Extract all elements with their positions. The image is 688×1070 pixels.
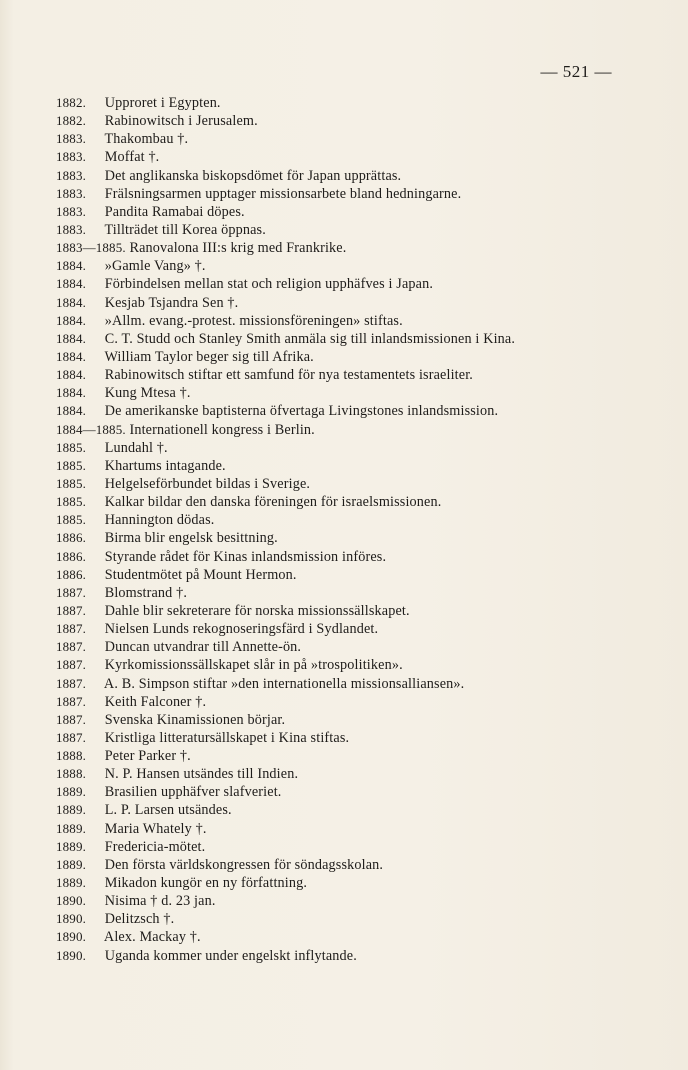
entry-text: Rabinowitsch stiftar ett samfund för nya testamentets israeliter. xyxy=(104,367,473,384)
entry-year: 1884. xyxy=(56,276,86,292)
entry-year: 1886. xyxy=(56,530,86,546)
entry-text: Förbindelsen mellan stat och religion upphäfves i Japan. xyxy=(104,276,434,293)
chronology-entry xyxy=(56,910,656,928)
chronology-entry xyxy=(56,675,656,693)
entry-year: 1887. xyxy=(56,657,86,673)
entry-text: Thakombau †. xyxy=(104,131,189,148)
entry-year: 1890. xyxy=(56,893,86,909)
entry-year: 1887. xyxy=(56,693,86,709)
entry-year: 1889. xyxy=(56,856,86,872)
entry-text: Duncan utvandrar till Annette-ön. xyxy=(104,639,302,656)
chronology-entry xyxy=(56,620,656,638)
entry-year: 1889. xyxy=(56,838,86,854)
chronology-entry xyxy=(56,638,656,656)
entry-year: 1887. xyxy=(56,639,86,655)
entry-year: 1883. xyxy=(56,221,86,237)
chronology-entry xyxy=(56,185,656,203)
chronology-entry xyxy=(56,112,656,130)
entry-text: Dahle blir sekreterare för norska missionssällskapet. xyxy=(104,602,410,619)
entry-text: »Gamle Vang» †. xyxy=(104,258,206,275)
entry-year: 1890. xyxy=(56,947,86,963)
entry-year: 1887. xyxy=(56,675,86,691)
entry-year: 1883. xyxy=(56,203,86,219)
chronology-entry xyxy=(56,874,656,892)
entry-year: 1884. xyxy=(56,403,86,419)
chronology-entry xyxy=(56,584,656,602)
chronology-entry xyxy=(56,348,656,366)
entry-text: Khartums intagande. xyxy=(104,457,226,474)
entry-text: Kyrkomissionssällskapet slår in på »trospolitiken». xyxy=(104,657,403,674)
entry-text: Frälsningsarmen upptager missionsarbete bland hedningarne. xyxy=(104,185,462,202)
entry-text: Hannington dödas. xyxy=(104,512,215,529)
entry-text: Helgelseförbundet bildas i Sverige. xyxy=(104,475,311,492)
entry-year: 1885. xyxy=(56,494,86,510)
entry-text: Uganda kommer under engelskt inflytande. xyxy=(104,947,357,964)
chronology-entry xyxy=(56,892,656,910)
entry-year: 1882. xyxy=(56,95,86,110)
entry-text: Ranovalona III:s krig med Frankrike. xyxy=(129,240,347,257)
entry-year: 1884. xyxy=(56,348,86,364)
chronology-entry xyxy=(56,602,656,620)
chronology-entry xyxy=(56,221,656,239)
chronology-entry xyxy=(56,729,656,747)
entry-text: Fredericia-mötet. xyxy=(104,838,206,855)
entry-year: 1885. xyxy=(56,475,86,491)
entry-text: Moffat †. xyxy=(104,149,160,166)
entry-text: Kung Mtesa †. xyxy=(104,385,191,402)
entry-text: Studentmötet på Mount Hermon. xyxy=(104,566,297,583)
entry-year: 1887. xyxy=(56,711,86,727)
entry-text: Alex. Mackay †. xyxy=(103,929,201,946)
chronology-entry xyxy=(56,457,656,475)
chronology-entry xyxy=(56,475,656,493)
chronology-entry xyxy=(56,747,656,765)
entry-year: 1883. xyxy=(56,167,86,183)
entry-year: 1888. xyxy=(56,748,86,764)
entry-year: 1884—1885. xyxy=(56,421,126,437)
entry-text: Mikadon kungör en ny författning. xyxy=(104,875,308,892)
entry-year: 1884. xyxy=(56,367,86,383)
chronology-entry xyxy=(56,928,656,946)
entry-text: Det anglikanska biskopsdömet för Japan upprättas. xyxy=(104,167,402,184)
entry-text: Nielsen Lunds rekognoseringsfärd i Sydlandet. xyxy=(104,621,379,638)
chronology-entry xyxy=(56,421,656,439)
chronology-entry xyxy=(56,239,656,257)
chronology-entry xyxy=(56,529,656,547)
chronology-entry xyxy=(56,511,656,529)
entry-year: 1889. xyxy=(56,802,86,818)
page-number: — 521 — xyxy=(540,62,612,81)
chronology-entry xyxy=(56,711,656,729)
chronology-entry xyxy=(56,148,656,166)
entry-year: 1884. xyxy=(56,312,86,328)
chronology-entry xyxy=(56,765,656,783)
chronology-entry xyxy=(56,693,656,711)
entry-year: 1889. xyxy=(56,875,86,891)
entry-text: Lundahl †. xyxy=(104,439,168,456)
chronology-entry xyxy=(56,838,656,856)
chronology-entry xyxy=(56,493,656,511)
entry-year: 1889. xyxy=(56,820,86,836)
chronology-entry xyxy=(56,203,656,221)
entry-text: Blomstrand †. xyxy=(104,584,188,601)
entry-text: Kalkar bildar den danska föreningen för israelsmissionen. xyxy=(104,494,442,511)
chronology-entry xyxy=(56,656,656,674)
entry-year: 1890. xyxy=(56,911,86,927)
entry-text: Keith Falconer †. xyxy=(104,693,207,710)
chronology-entry xyxy=(56,402,656,420)
entry-text: William Taylor beger sig till Afrika. xyxy=(104,348,314,365)
entry-text: Pandita Ramabai döpes. xyxy=(104,203,245,220)
entry-text: Maria Whately †. xyxy=(104,820,207,837)
entry-text: A. B. Simpson stiftar »den internationella missionsalliansen». xyxy=(103,675,465,692)
chronology-entry xyxy=(56,94,656,112)
entry-year: 1884. xyxy=(56,294,86,310)
chronology-entry xyxy=(56,566,656,584)
entry-text: »Allm. evang.-protest. missionsföreningen» stiftas. xyxy=(104,312,403,329)
entry-year: 1884. xyxy=(56,385,86,401)
chronology-entry xyxy=(56,856,656,874)
chronology-entry xyxy=(56,294,656,312)
entry-year: 1883. xyxy=(56,185,86,201)
entry-text: Nisima † d. 23 jan. xyxy=(104,893,216,910)
entry-year: 1882. xyxy=(56,113,86,129)
chronology-entry xyxy=(56,548,656,566)
chronology-entry xyxy=(56,330,656,348)
chronology-entry xyxy=(56,820,656,838)
entry-year: 1887. xyxy=(56,621,86,637)
entry-text: Brasilien upphäfver slafveriet. xyxy=(104,784,282,801)
chronology-entry xyxy=(56,257,656,275)
entry-year: 1885. xyxy=(56,439,86,455)
entry-text: Rabinowitsch i Jerusalem. xyxy=(104,113,258,130)
entry-year: 1889. xyxy=(56,784,86,800)
entry-text: Kesjab Tsjandra Sen †. xyxy=(104,294,239,311)
entry-year: 1885. xyxy=(56,512,86,528)
entry-text: Den första världskongressen för söndagsskolan. xyxy=(104,856,384,873)
entry-text: De amerikanske baptisterna öfvertaga Livingstones inlandsmission. xyxy=(104,403,499,420)
chronology-entry xyxy=(56,366,656,384)
chronology-entry xyxy=(56,439,656,457)
chronology-entry xyxy=(56,947,656,965)
entry-year: 1887. xyxy=(56,729,86,745)
entry-text: Birma blir engelsk besittning. xyxy=(104,530,278,547)
entry-text: C. T. Studd och Stanley Smith anmäla sig till inlandsmissionen i Kina. xyxy=(104,330,516,347)
entry-year: 1886. xyxy=(56,548,86,564)
entry-year: 1884. xyxy=(56,330,86,346)
entry-year: 1885. xyxy=(56,457,86,473)
entry-year: 1883. xyxy=(56,149,86,165)
entry-text: Svenska Kinamissionen börjar. xyxy=(104,711,286,728)
entry-text: L. P. Larsen utsändes. xyxy=(104,802,232,819)
entry-year: 1890. xyxy=(56,929,86,945)
entry-year: 1883. xyxy=(56,131,86,147)
entry-year: 1886. xyxy=(56,566,86,582)
entry-text: Delitzsch †. xyxy=(104,911,175,928)
chronology-list xyxy=(56,94,656,965)
entry-year: 1887. xyxy=(56,584,86,600)
entry-text: Kristliga litteratursällskapet i Kina stiftas. xyxy=(104,729,350,746)
chronology-entry xyxy=(56,312,656,330)
entry-text: Peter Parker †. xyxy=(104,748,191,765)
chronology-entry xyxy=(56,275,656,293)
entry-year: 1888. xyxy=(56,766,86,782)
chronology-entry xyxy=(56,384,656,402)
entry-text: Tillträdet till Korea öppnas. xyxy=(104,221,266,238)
entry-year: 1884. xyxy=(56,258,86,274)
chronology-entry xyxy=(56,783,656,801)
entry-year: 1883—1885. xyxy=(56,240,126,256)
entry-year: 1887. xyxy=(56,602,86,618)
chronology-entry xyxy=(56,801,656,819)
chronology-entry xyxy=(56,130,656,148)
entry-text: Internationell kongress i Berlin. xyxy=(129,421,315,438)
entry-text: N. P. Hansen utsändes till Indien. xyxy=(104,766,299,783)
chronology-entry xyxy=(56,167,656,185)
entry-text: Upproret i Egypten. xyxy=(104,95,221,111)
entry-text: Styrande rådet för Kinas inlandsmission införes. xyxy=(104,548,387,565)
